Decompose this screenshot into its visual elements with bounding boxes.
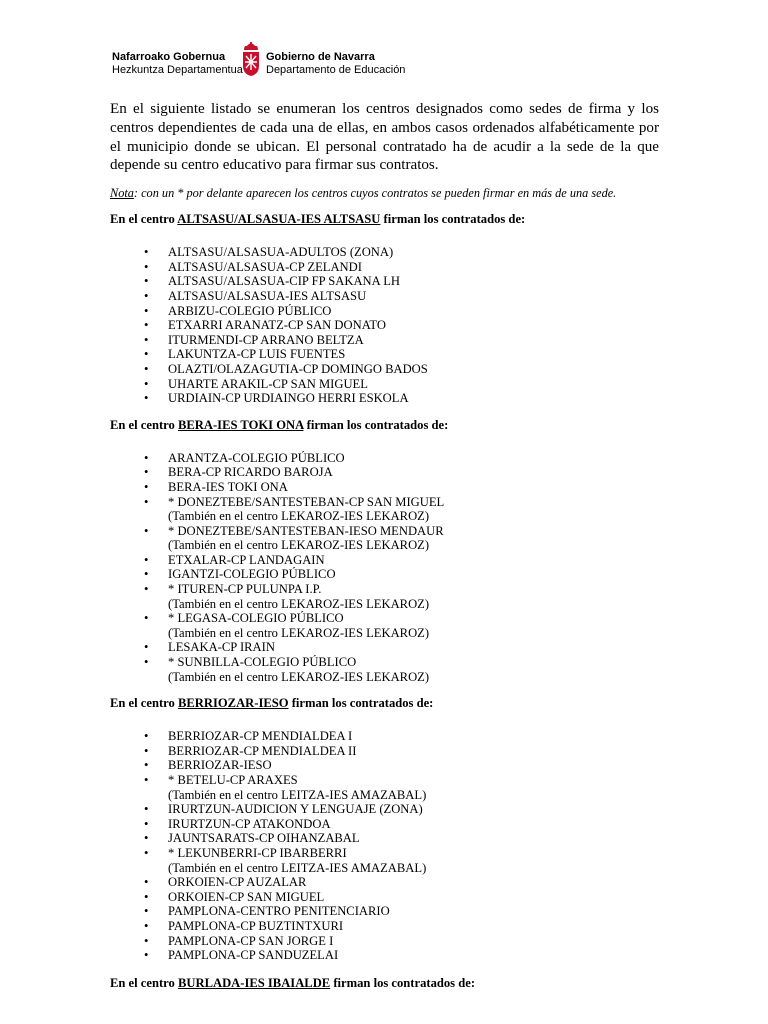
bullet-icon: • — [144, 655, 149, 670]
bullet-icon: • — [144, 376, 149, 391]
list-item-text: PAMPLONA-CP BUZTINTXURI — [168, 918, 344, 933]
list-item-text: PAMPLONA-CENTRO PENITENCIARIO — [168, 904, 390, 919]
bullet-icon: • — [144, 845, 149, 860]
list-item — [110, 934, 659, 949]
bullet-icon: • — [144, 743, 149, 758]
bullet-icon: • — [144, 288, 149, 303]
list-item — [110, 567, 659, 582]
section-heading-suffix: firman los contratados de: — [288, 696, 434, 711]
list-item — [110, 289, 659, 304]
sections-list — [110, 212, 659, 991]
list-item-text: ALTSASU/ALSASUA-ADULTOS (ZONA) — [168, 245, 394, 260]
list-item-text: LAKUNTZA-CP LUIS FUENTES — [168, 347, 346, 362]
list-item — [110, 758, 659, 773]
bullet-icon: • — [144, 332, 149, 347]
list-item — [110, 553, 659, 568]
note-paragraph — [110, 186, 659, 201]
document-body — [110, 100, 659, 991]
list-item-text: PAMPLONA-CP SAN JORGE I — [168, 933, 334, 948]
bullet-icon: • — [144, 758, 149, 773]
intro-paragraph: En el siguiente listado se enumeran los centros designados como sedes de firma y los centros dependientes de cada una de ellas, en ambos casos ordenados alfabéticamente por el municipio donde se ubican. El personal contratado ha de acudir a la sede de la que depende su centro educativo para firmar sus contratos. — [110, 101, 659, 174]
bullet-icon: • — [144, 773, 149, 787]
list-item-text: ETXARRI ARANATZ-CP SAN DONATO — [168, 318, 386, 333]
list-item — [110, 773, 659, 802]
list-item-text: OLAZTI/OLAZAGUTIA-CP DOMINGO BADOS — [168, 361, 428, 376]
section-center-name: BERA-IES TOKI ONA — [177, 417, 304, 432]
list-item — [110, 846, 659, 875]
bullet-icon: • — [144, 274, 149, 289]
list-item-text: * ITUREN-CP PULUNPA I.P. — [168, 582, 322, 597]
bullet-icon: • — [144, 729, 149, 744]
bullet-icon: • — [144, 904, 149, 919]
bullet-icon: • — [144, 875, 149, 890]
list-item — [110, 831, 659, 846]
section-heading-prefix: En el centro — [110, 212, 178, 227]
bullet-icon: • — [144, 523, 149, 538]
list-item — [110, 890, 659, 905]
list-item-text: ORKOIEN-CP SAN MIGUEL — [168, 889, 325, 904]
list-item — [110, 480, 659, 495]
section-heading — [110, 976, 659, 991]
list-item — [110, 333, 659, 348]
section-heading-suffix: firman los contratados de: — [303, 417, 449, 432]
bullet-icon: • — [144, 347, 149, 362]
list-item-note: (También en el centro LEKAROZ-IES LEKAROZ) — [168, 538, 430, 553]
bullet-icon: • — [144, 933, 149, 948]
bullet-icon: • — [144, 582, 149, 597]
header-spanish-block — [266, 51, 405, 77]
list-item-text: BERRIOZAR-CP MENDIALDEA II — [168, 743, 357, 758]
list-item — [110, 451, 659, 466]
list-item — [110, 655, 659, 684]
list-item — [110, 729, 659, 744]
section-heading — [110, 212, 659, 227]
list-item-text: URDIAIN-CP URDIAINGO HERRI ESKOLA — [168, 391, 409, 406]
list-item-note: (También en el centro LEKAROZ-IES LEKAROZ) — [168, 596, 430, 611]
list-item — [110, 377, 659, 392]
header-spanish-government: Gobierno de Navarra — [266, 51, 375, 63]
list-item-text: JAUNTSARATS-CP OIHANZABAL — [168, 831, 360, 846]
navarra-crest-icon — [240, 42, 262, 76]
bullet-icon: • — [144, 479, 149, 494]
section-heading-prefix: En el centro — [110, 417, 178, 432]
list-item-text: * DONEZTEBE/SANTESTEBAN-CP SAN MIGUEL — [168, 494, 445, 509]
bullet-icon: • — [144, 361, 149, 376]
list-item — [110, 465, 659, 480]
list-item-text: IRURTZUN-AUDICION Y LENGUAJE (ZONA) — [168, 802, 423, 817]
section-heading-suffix: firman los contratados de: — [330, 975, 476, 990]
list-item — [110, 391, 659, 406]
bullet-icon: • — [144, 450, 149, 465]
list-item-text: * LEGASA-COLEGIO PÚBLICO — [168, 611, 344, 626]
list-item-text: ITURMENDI-CP ARRANO BELTZA — [168, 332, 364, 347]
bullet-icon: • — [144, 318, 149, 333]
list-item-text: ETXALAR-CP LANDAGAIN — [168, 552, 325, 567]
section-center-name: ALTSASU/ALSASUA-IES ALTSASU — [177, 212, 381, 227]
list-item — [110, 245, 659, 260]
list-item — [110, 362, 659, 377]
header-basque-department: Hezkuntza Departamentua — [112, 64, 243, 76]
bullet-icon: • — [144, 245, 149, 260]
list-item-text: ORKOIEN-CP AUZALAR — [168, 875, 307, 890]
list-item-note: (También en el centro LEITZA-IES AMAZABAL) — [168, 860, 427, 875]
list-item — [110, 802, 659, 817]
list-item — [110, 817, 659, 832]
list-item-text: ALTSASU/ALSASUA-IES ALTSASU — [168, 288, 367, 303]
bullet-icon: • — [144, 391, 149, 406]
list-item-text: PAMPLONA-CP SANDUZELAI — [168, 948, 339, 963]
bullet-icon: • — [144, 465, 149, 480]
bullet-icon: • — [144, 889, 149, 904]
list-item-text: BERA-IES TOKI ONA — [168, 479, 288, 494]
list-item-text: IRURTZUN-CP ATAKONDOA — [168, 816, 331, 831]
bullet-icon: • — [144, 303, 149, 318]
list-item-text: UHARTE ARAKIL-CP SAN MIGUEL — [168, 376, 368, 391]
header-basque-government: Nafarroako Gobernua — [112, 51, 226, 63]
list-item — [110, 347, 659, 362]
list-item-note: (También en el centro LEITZA-IES AMAZABAL) — [168, 787, 427, 802]
list-item — [110, 260, 659, 275]
note-text: : con un * por delante aparecen los centros cuyos contratos se pueden firmar en más de una sede. — [133, 186, 617, 201]
bullet-icon: • — [144, 802, 149, 817]
list-item — [110, 904, 659, 919]
list-item-text: ARBIZU-COLEGIO PÚBLICO — [168, 303, 332, 318]
section-heading — [110, 696, 659, 711]
list-item-text: * SUNBILLA-COLEGIO PÚBLICO — [168, 655, 357, 670]
bullet-icon: • — [144, 494, 149, 509]
list-item-text: * LEKUNBERRI-CP IBARBERRI — [168, 845, 347, 860]
list-item — [110, 582, 659, 611]
list-item-text: BERRIOZAR-CP MENDIALDEA I — [168, 729, 353, 744]
list-item — [110, 875, 659, 890]
list-item — [110, 524, 659, 553]
list-item — [110, 744, 659, 759]
list-item-note: (También en el centro LEKAROZ-IES LEKAROZ) — [168, 509, 430, 524]
list-item — [110, 919, 659, 934]
list-item-text: ALTSASU/ALSASUA-CP ZELANDI — [168, 259, 362, 274]
note-label: Nota — [110, 186, 134, 201]
center-list — [110, 729, 659, 963]
section-center-name: BURLADA-IES IBAIALDE — [177, 975, 331, 990]
list-item — [110, 495, 659, 524]
bullet-icon: • — [144, 640, 149, 655]
section-heading-prefix: En el centro — [110, 696, 178, 711]
bullet-icon: • — [144, 611, 149, 626]
header-spanish-department: Departamento de Educación — [266, 64, 406, 76]
list-item — [110, 318, 659, 333]
list-item — [110, 304, 659, 319]
list-item-text: ARANTZA-COLEGIO PÚBLICO — [168, 450, 345, 465]
bullet-icon: • — [144, 816, 149, 831]
list-item-text: ALTSASU/ALSASUA-CIP FP SAKANA LH — [168, 274, 400, 289]
list-item-text: * DONEZTEBE/SANTESTEBAN-IESO MENDAUR — [168, 523, 444, 538]
section-heading — [110, 418, 659, 433]
list-item-text: LESAKA-CP IRAIN — [168, 640, 275, 655]
section-center-name: BERRIOZAR-IESO — [177, 696, 289, 711]
bullet-icon: • — [144, 831, 149, 846]
list-item-text: IGANTZI-COLEGIO PÚBLICO — [168, 567, 336, 582]
bullet-icon: • — [144, 567, 149, 582]
list-item-note: (También en el centro LEKAROZ-IES LEKAROZ) — [168, 625, 430, 640]
list-item — [110, 948, 659, 963]
list-item — [110, 274, 659, 289]
document-header — [112, 42, 412, 78]
bullet-icon: • — [144, 918, 149, 933]
list-item-note: (También en el centro LEKAROZ-IES LEKAROZ) — [168, 669, 430, 684]
list-item-text: BERA-CP RICARDO BAROJA — [168, 465, 333, 480]
section-heading-suffix: firman los contratados de: — [380, 212, 526, 227]
section-heading-prefix: En el centro — [110, 975, 178, 990]
bullet-icon: • — [144, 552, 149, 567]
bullet-icon: • — [144, 259, 149, 274]
list-item-text: * BETELU-CP ARAXES — [168, 773, 298, 787]
bullet-icon: • — [144, 948, 149, 963]
center-list — [110, 451, 659, 685]
list-item — [110, 611, 659, 640]
header-basque-block — [112, 51, 243, 77]
list-item — [110, 640, 659, 655]
center-list — [110, 245, 659, 406]
list-item-text: BERRIOZAR-IESO — [168, 758, 272, 773]
